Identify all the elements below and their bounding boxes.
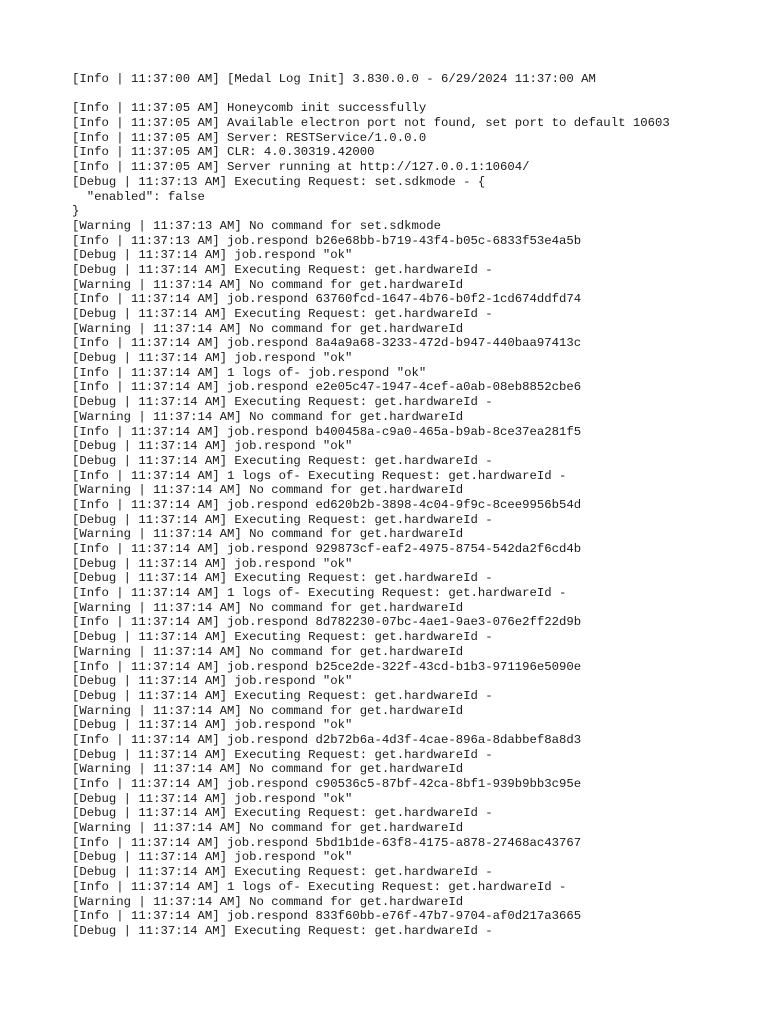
log-line: [Info | 11:37:14 AM] job.respond ed620b2b-3898-4c04-9f9c-8cee9956b54d bbox=[72, 497, 582, 512]
log-line: "enabled": false bbox=[72, 189, 205, 204]
log-line: [Warning | 11:37:14 AM] No command for get.hardwareId bbox=[72, 762, 464, 777]
log-line: } bbox=[72, 204, 80, 219]
log-line: [Debug | 11:37:14 AM] job.respond "ok" bbox=[72, 791, 353, 806]
log-line: [Warning | 11:37:14 AM] No command for get.hardwareId bbox=[72, 600, 464, 615]
log-line: [Info | 11:37:14 AM] job.respond 5bd1b1de-63f8-4175-a878-27468ac43767 bbox=[72, 835, 582, 850]
log-line: [Info | 11:37:14 AM] job.respond b25ce2de-322f-43cd-b1b3-971196e5090e bbox=[72, 659, 582, 674]
log-line: [Warning | 11:37:14 AM] No command for get.hardwareId bbox=[72, 527, 464, 542]
log-line: [Debug | 11:37:14 AM] Executing Request: get.hardwareId - bbox=[72, 865, 493, 880]
log-line: [Debug | 11:37:14 AM] job.respond "ok" bbox=[72, 556, 353, 571]
log-line: [Info | 11:37:14 AM] job.respond b400458a-c9a0-465a-b9ab-8ce37ea281f5 bbox=[72, 424, 582, 439]
log-line: [Warning | 11:37:14 AM] No command for get.hardwareId bbox=[72, 321, 464, 336]
log-line: [Debug | 11:37:14 AM] job.respond "ok" bbox=[72, 850, 353, 865]
log-blank-line bbox=[72, 87, 752, 102]
log-line: [Info | 11:37:14 AM] job.respond 8a4a9a68-3233-472d-b947-440baa97413c bbox=[72, 336, 582, 351]
log-line: [Debug | 11:37:14 AM] Executing Request: get.hardwareId - bbox=[72, 512, 493, 527]
log-line: [Info | 11:37:14 AM] 1 logs of- Executing Request: get.hardwareId - bbox=[72, 879, 567, 894]
log-line: [Debug | 11:37:14 AM] Executing Request: get.hardwareId - bbox=[72, 630, 493, 645]
log-line: [Debug | 11:37:14 AM] Executing Request: get.hardwareId - bbox=[72, 688, 493, 703]
log-line: [Debug | 11:37:14 AM] job.respond "ok" bbox=[72, 718, 353, 733]
log-line: [Info | 11:37:14 AM] job.respond e2e05c47-1947-4cef-a0ab-08eb8852cbe6 bbox=[72, 380, 582, 395]
log-line: [Info | 11:37:14 AM] job.respond 8d782230-07bc-4ae1-9ae3-076e2ff22d9b bbox=[72, 615, 582, 630]
log-line: [Debug | 11:37:14 AM] Executing Request: get.hardwareId - bbox=[72, 395, 493, 410]
log-line: [Debug | 11:37:14 AM] job.respond "ok" bbox=[72, 674, 353, 689]
log-line: [Info | 11:37:14 AM] 1 logs of- Executing Request: get.hardwareId - bbox=[72, 586, 567, 601]
log-line: [Warning | 11:37:13 AM] No command for set.sdkmode bbox=[72, 218, 441, 233]
log-line: [Info | 11:37:14 AM] 1 logs of- Executing Request: get.hardwareId - bbox=[72, 468, 567, 483]
log-line: [Info | 11:37:14 AM] job.respond d2b72b6a-4d3f-4cae-896a-8dabbef8a8d3 bbox=[72, 732, 582, 747]
log-line: [Info | 11:37:14 AM] 1 logs of- job.respond "ok" bbox=[72, 365, 427, 380]
log-line: [Debug | 11:37:14 AM] Executing Request: get.hardwareId - bbox=[72, 453, 493, 468]
log-line: [Debug | 11:37:14 AM] Executing Request: get.hardwareId - bbox=[72, 571, 493, 586]
log-line: [Info | 11:37:05 AM] Server running at http://127.0.0.1:10604/ bbox=[72, 160, 530, 175]
log-line: [Warning | 11:37:14 AM] No command for get.hardwareId bbox=[72, 703, 464, 718]
log-line: [Warning | 11:37:14 AM] No command for get.hardwareId bbox=[72, 409, 464, 424]
log-line: [Info | 11:37:05 AM] Server: RESTService/1.0.0.0 bbox=[72, 130, 427, 145]
log-line: [Info | 11:37:00 AM] [Medal Log Init] 3.830.0.0 - 6/29/2024 11:37:00 AM bbox=[72, 72, 596, 86]
log-line: [Info | 11:37:05 AM] Honeycomb init successfully bbox=[72, 101, 427, 116]
log-line: [Info | 11:37:14 AM] job.respond 63760fcd-1647-4b76-b0f2-1cd674ddfd74 bbox=[72, 292, 582, 307]
log-line: [Warning | 11:37:14 AM] No command for get.hardwareId bbox=[72, 277, 464, 292]
log-line: [Warning | 11:37:14 AM] No command for get.hardwareId bbox=[72, 483, 464, 498]
log-line: [Warning | 11:37:14 AM] No command for get.hardwareId bbox=[72, 821, 464, 836]
log-line: [Debug | 11:37:14 AM] job.respond "ok" bbox=[72, 351, 353, 366]
log-line: [Info | 11:37:13 AM] job.respond b26e68bb-b719-43f4-b05c-6833f53e4a5b bbox=[72, 233, 582, 248]
log-line: [Debug | 11:37:13 AM] Executing Request: set.sdkmode - { bbox=[72, 174, 486, 189]
log-line: [Debug | 11:37:14 AM] Executing Request: get.hardwareId - bbox=[72, 262, 493, 277]
log-line: [Debug | 11:37:14 AM] Executing Request: get.hardwareId - bbox=[72, 923, 493, 938]
log-line: [Debug | 11:37:14 AM] Executing Request: get.hardwareId - bbox=[72, 307, 493, 321]
log-line: [Debug | 11:37:14 AM] job.respond "ok" bbox=[72, 248, 353, 263]
log-line: [Debug | 11:37:14 AM] job.respond "ok" bbox=[72, 439, 353, 454]
log-line: [Debug | 11:37:14 AM] Executing Request: get.hardwareId - bbox=[72, 747, 493, 762]
log-line: [Warning | 11:37:14 AM] No command for get.hardwareId bbox=[72, 894, 464, 909]
log-line: [Warning | 11:37:14 AM] No command for get.hardwareId bbox=[72, 644, 464, 659]
log-line: [Info | 11:37:05 AM] CLR: 4.0.30319.42000 bbox=[72, 145, 375, 160]
log-line: [Info | 11:37:05 AM] Available electron port not found, set port to default 10603 bbox=[72, 116, 670, 131]
log-line: [Info | 11:37:14 AM] job.respond c90536c5-87bf-42ca-8bf1-939b9bb3c95e bbox=[72, 777, 582, 791]
log-line: [Debug | 11:37:14 AM] Executing Request: get.hardwareId - bbox=[72, 806, 493, 821]
log-text-view bbox=[72, 72, 752, 939]
log-line: [Info | 11:37:14 AM] job.respond 929873cf-eaf2-4975-8754-542da2f6cd4b bbox=[72, 542, 582, 556]
log-line: [Info | 11:37:14 AM] job.respond 833f60bb-e76f-47b7-9704-af0d217a3665 bbox=[72, 909, 582, 924]
